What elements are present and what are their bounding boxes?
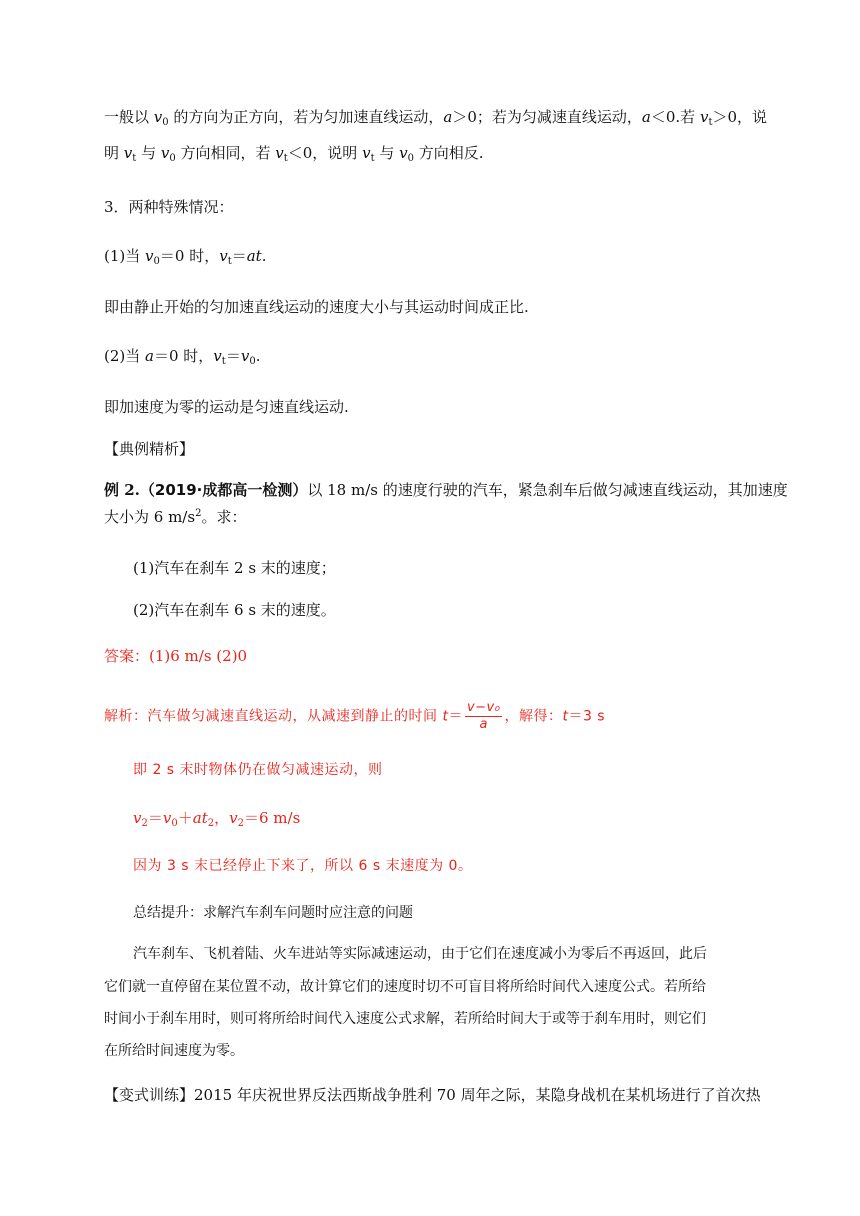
subscript: 0 xyxy=(171,818,178,829)
text-line-5: 即由静止开始的匀加速直线运动的速度大小与其运动时间成正比. xyxy=(104,298,529,316)
text: ＜0.若 xyxy=(650,108,700,126)
example-label: 例 2. xyxy=(104,481,140,499)
summary-line-2: 它们就一直停留在某位置不动，故计算它们的速度时切不可盲目将所给时间代入速度公式。若所给 xyxy=(104,979,706,995)
summary-line-4: 在所给时间速度为零。 xyxy=(104,1043,244,1059)
text-line-3: 3．两种特殊情况： xyxy=(104,198,234,216)
summary-line-3: 时间小于刹车用时，则可将所给时间代入速度公式求解，若所给时间大于或等于刹车用时，则它们 xyxy=(104,1011,706,1027)
text: ＞0，说 xyxy=(712,108,768,126)
fraction-denominator: a xyxy=(479,717,488,732)
symbol: v xyxy=(145,247,154,265)
text: (2)当 xyxy=(104,347,146,365)
text: ＝ xyxy=(231,247,247,265)
text: (1)当 xyxy=(104,247,146,265)
analysis-line-1 xyxy=(104,700,605,733)
analysis-line-4: 因为 3 s 末已经停止下来了，所以 6 s 末速度为 0。 xyxy=(133,858,473,874)
symbol: v xyxy=(240,347,250,365)
fraction xyxy=(465,700,503,733)
text-line-1 xyxy=(104,107,767,127)
text: 解析：汽车做匀减速直线运动，从减速到静止的时间 xyxy=(104,708,443,725)
symbol: v xyxy=(153,108,163,126)
summary-heading: 总结提升：求解汽车刹车问题时应注意的问题 xyxy=(133,905,413,921)
symbol: a xyxy=(443,108,453,126)
subscript: 0 xyxy=(407,153,414,164)
subscript: t xyxy=(132,153,137,164)
text: ＝ xyxy=(448,708,463,725)
text: ＝3 s xyxy=(568,708,606,725)
symbol: v xyxy=(213,347,222,365)
symbol: v xyxy=(123,144,133,162)
symbol: at xyxy=(246,247,262,265)
variant-training-line xyxy=(104,1085,761,1105)
text: ＝0 时， xyxy=(159,247,220,265)
text: ＋ xyxy=(177,809,193,827)
text: 方向相同，若 xyxy=(175,144,276,162)
text: 方向相反. xyxy=(414,144,484,162)
symbol: v xyxy=(160,144,170,162)
analysis-line-2: 即 2 s 末时物体仍在做匀减速运动，则 xyxy=(133,762,383,778)
fraction-numerator: v−v₀ xyxy=(466,700,501,715)
text: ＝ xyxy=(225,347,241,365)
text: ， xyxy=(214,809,230,827)
subscript: t xyxy=(227,256,232,267)
subscript: t xyxy=(221,356,226,367)
subscript: 2 xyxy=(237,818,244,829)
symbol: v xyxy=(362,144,371,162)
text: 明 xyxy=(104,144,124,162)
subscript: 0 xyxy=(153,256,160,267)
text: ＝ xyxy=(147,809,163,827)
text: 大小为 6 m/s xyxy=(104,508,196,526)
answer-line: 答案：(1)6 m/s (2)0 xyxy=(104,647,248,665)
symbol: t xyxy=(442,708,449,725)
example-line-1 xyxy=(104,480,788,500)
text: 与 xyxy=(136,144,161,162)
subscript: 2 xyxy=(141,818,148,829)
variant-label: 【变式训练】 xyxy=(104,1086,195,1104)
symbol: v xyxy=(275,144,284,162)
analysis-line-3 xyxy=(133,808,300,828)
subscript: t xyxy=(370,153,375,164)
text: ，解得： xyxy=(504,708,563,725)
symbol: v xyxy=(162,809,172,827)
question-1: (1)汽车在刹车 2 s 末的速度； xyxy=(133,559,336,577)
subscript: 0 xyxy=(169,153,176,164)
symbol: a xyxy=(641,108,651,126)
symbol: v xyxy=(229,809,238,827)
summary-line-1: 汽车刹车、飞机着陆、火车进站等实际减速运动，由于它们在速度减小为零后不再返回，此后 xyxy=(133,946,707,962)
text: 一般以 xyxy=(104,108,154,126)
text-line-4 xyxy=(104,246,267,266)
text: ＜0，说明 xyxy=(287,144,363,162)
symbol: t xyxy=(562,708,569,725)
text: . xyxy=(255,347,261,365)
example-source: （2019·成都高一检测） xyxy=(139,481,308,499)
text: ＞0；若为匀减速直线运动， xyxy=(452,108,642,126)
symbol: v xyxy=(699,108,709,126)
text: . xyxy=(261,247,267,265)
question-2: (2)汽车在刹车 6 s 末的速度。 xyxy=(133,601,336,619)
text: 的方向为正方向，若为匀加速直线运动， xyxy=(168,108,444,126)
subscript: 2 xyxy=(207,818,215,829)
symbol: v xyxy=(219,247,228,265)
subscript: t xyxy=(708,117,713,128)
text: 以 18 m/s 的速度行驶的汽车，紧急刹车后做匀减速直线运动，其加速度 xyxy=(307,481,788,499)
text: ＝0 时， xyxy=(153,347,214,365)
symbol: at xyxy=(192,809,208,827)
superscript: 2 xyxy=(195,508,202,519)
text: 2015 年庆祝世界反法西斯战争胜利 70 周年之际，某隐身战机在某机场进行了首次热 xyxy=(194,1086,761,1104)
subscript: 0 xyxy=(162,117,169,128)
symbol: a xyxy=(145,347,154,365)
text-line-7: 即加速度为零的运动是匀速直线运动. xyxy=(104,398,349,416)
section-heading: 【典例精析】 xyxy=(104,440,195,458)
symbol: v xyxy=(399,144,408,162)
text: 。求： xyxy=(201,508,247,526)
text-line-2 xyxy=(104,143,484,163)
subscript: 0 xyxy=(249,356,256,367)
symbol: v xyxy=(133,809,142,827)
text: ＝6 m/s xyxy=(243,809,301,827)
example-line-2 xyxy=(104,507,246,527)
text-line-6 xyxy=(104,346,260,366)
text: 与 xyxy=(374,144,400,162)
subscript: t xyxy=(283,153,288,164)
